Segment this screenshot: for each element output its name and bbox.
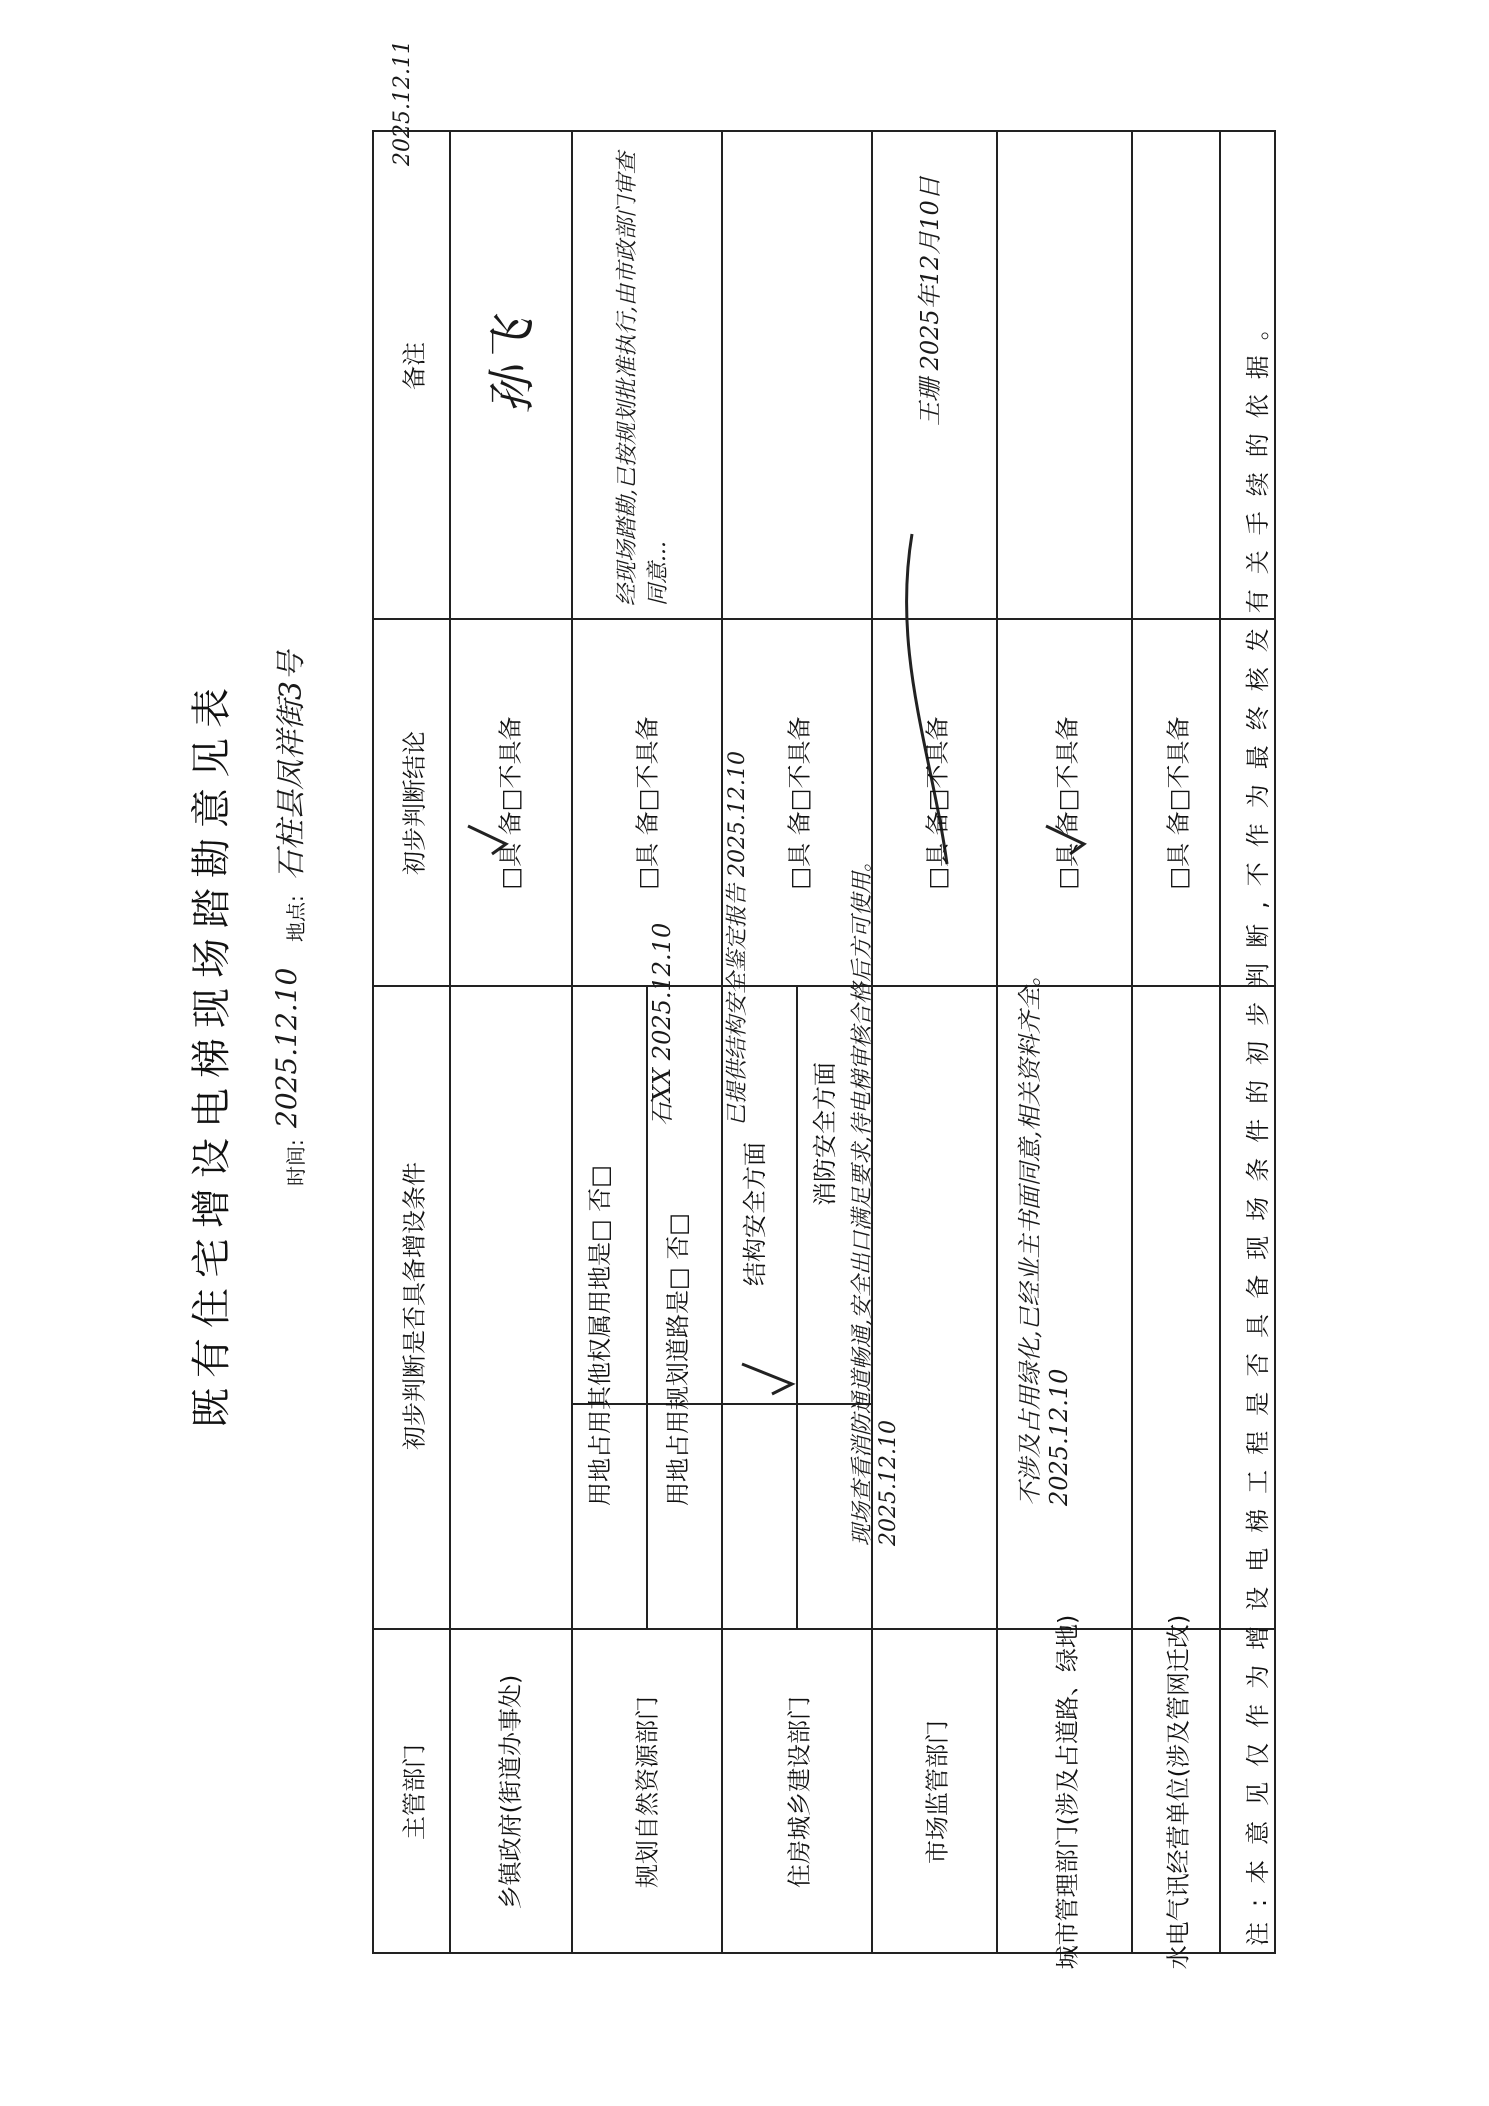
condition-line: 用地占用规划道路是□ 否□ — [664, 1213, 692, 1506]
conclusion-cell: □具 备□不具备 — [496, 716, 525, 890]
conclusion-cell: □具 备□不具备 — [785, 716, 814, 890]
header-condition: 初步判断是否具备增设条件 — [400, 1162, 429, 1450]
place-label: 地点: — [284, 895, 308, 942]
condition-line: 用地占用其他权属用地是□ 否□ — [586, 1165, 614, 1506]
side-note: 2025.12.11 — [390, 40, 415, 166]
form-title: 既有住宅增设电梯现场踏勘意见表 — [189, 678, 235, 1428]
remark-note: 经现场踏勘,已按规划批准执行,由市政部门审查同意... — [615, 152, 671, 606]
remark-signature: 王珊 2025年12月10日 — [916, 176, 944, 426]
conclusion-cell: □具 备□不具备 — [1053, 716, 1082, 890]
header-remark: 备注 — [400, 342, 429, 390]
conclusion-cell: □具 备□不具备 — [633, 716, 662, 890]
conclusion-cell: □具 备□不具备 — [923, 716, 952, 890]
handwritten-note: 已提供结构安全鉴定报告 2025.12.10 — [725, 751, 750, 1126]
condition-line: 结构安全方面 — [741, 1142, 769, 1286]
department-cell: 住房城乡建设部门 — [785, 1696, 814, 1888]
condition-line: 消防安全方面 — [811, 1062, 839, 1206]
department-cell: 城市管理部门(涉及占道路、绿地) — [1053, 1614, 1082, 1970]
place-value: 石柱县凤祥街3号 — [274, 650, 309, 880]
handwritten-note: 石XX 2025.12.10 — [648, 922, 676, 1126]
remark-signature: 孙飞 — [484, 317, 541, 415]
department-cell: 规划自然资源部门 — [633, 1696, 662, 1888]
department-cell: 市场监管部门 — [923, 1720, 952, 1864]
footnote: 注:本意见仅作为增设电梯工程是否具备现场条件的初步判断,不作为最终核发有关手续的依据。 — [1244, 301, 1272, 1946]
header-department: 主管部门 — [400, 1744, 429, 1840]
handwritten-note: 不涉及占用绿化,已经业主书面同意,相关资料齐全。 2025.12.10 — [1016, 962, 1073, 1506]
handwritten-note: 现场查看消防通道畅通,安全出口满足要求,待电梯审核合格后方可使用。 2025.12.10 — [850, 850, 901, 1546]
time-value: 2025.12.10 — [270, 967, 303, 1128]
conclusion-cell: □具 备□不具备 — [1164, 716, 1193, 890]
department-cell: 乡镇政府(街道办事处) — [496, 1674, 525, 1910]
check-mark-icon — [742, 1364, 792, 1394]
department-cell: 水电气讯经营单位(涉及管网迁改) — [1164, 1614, 1193, 1970]
time-label: 时间: — [284, 1139, 308, 1186]
header-conclusion: 初步判断结论 — [400, 731, 429, 875]
